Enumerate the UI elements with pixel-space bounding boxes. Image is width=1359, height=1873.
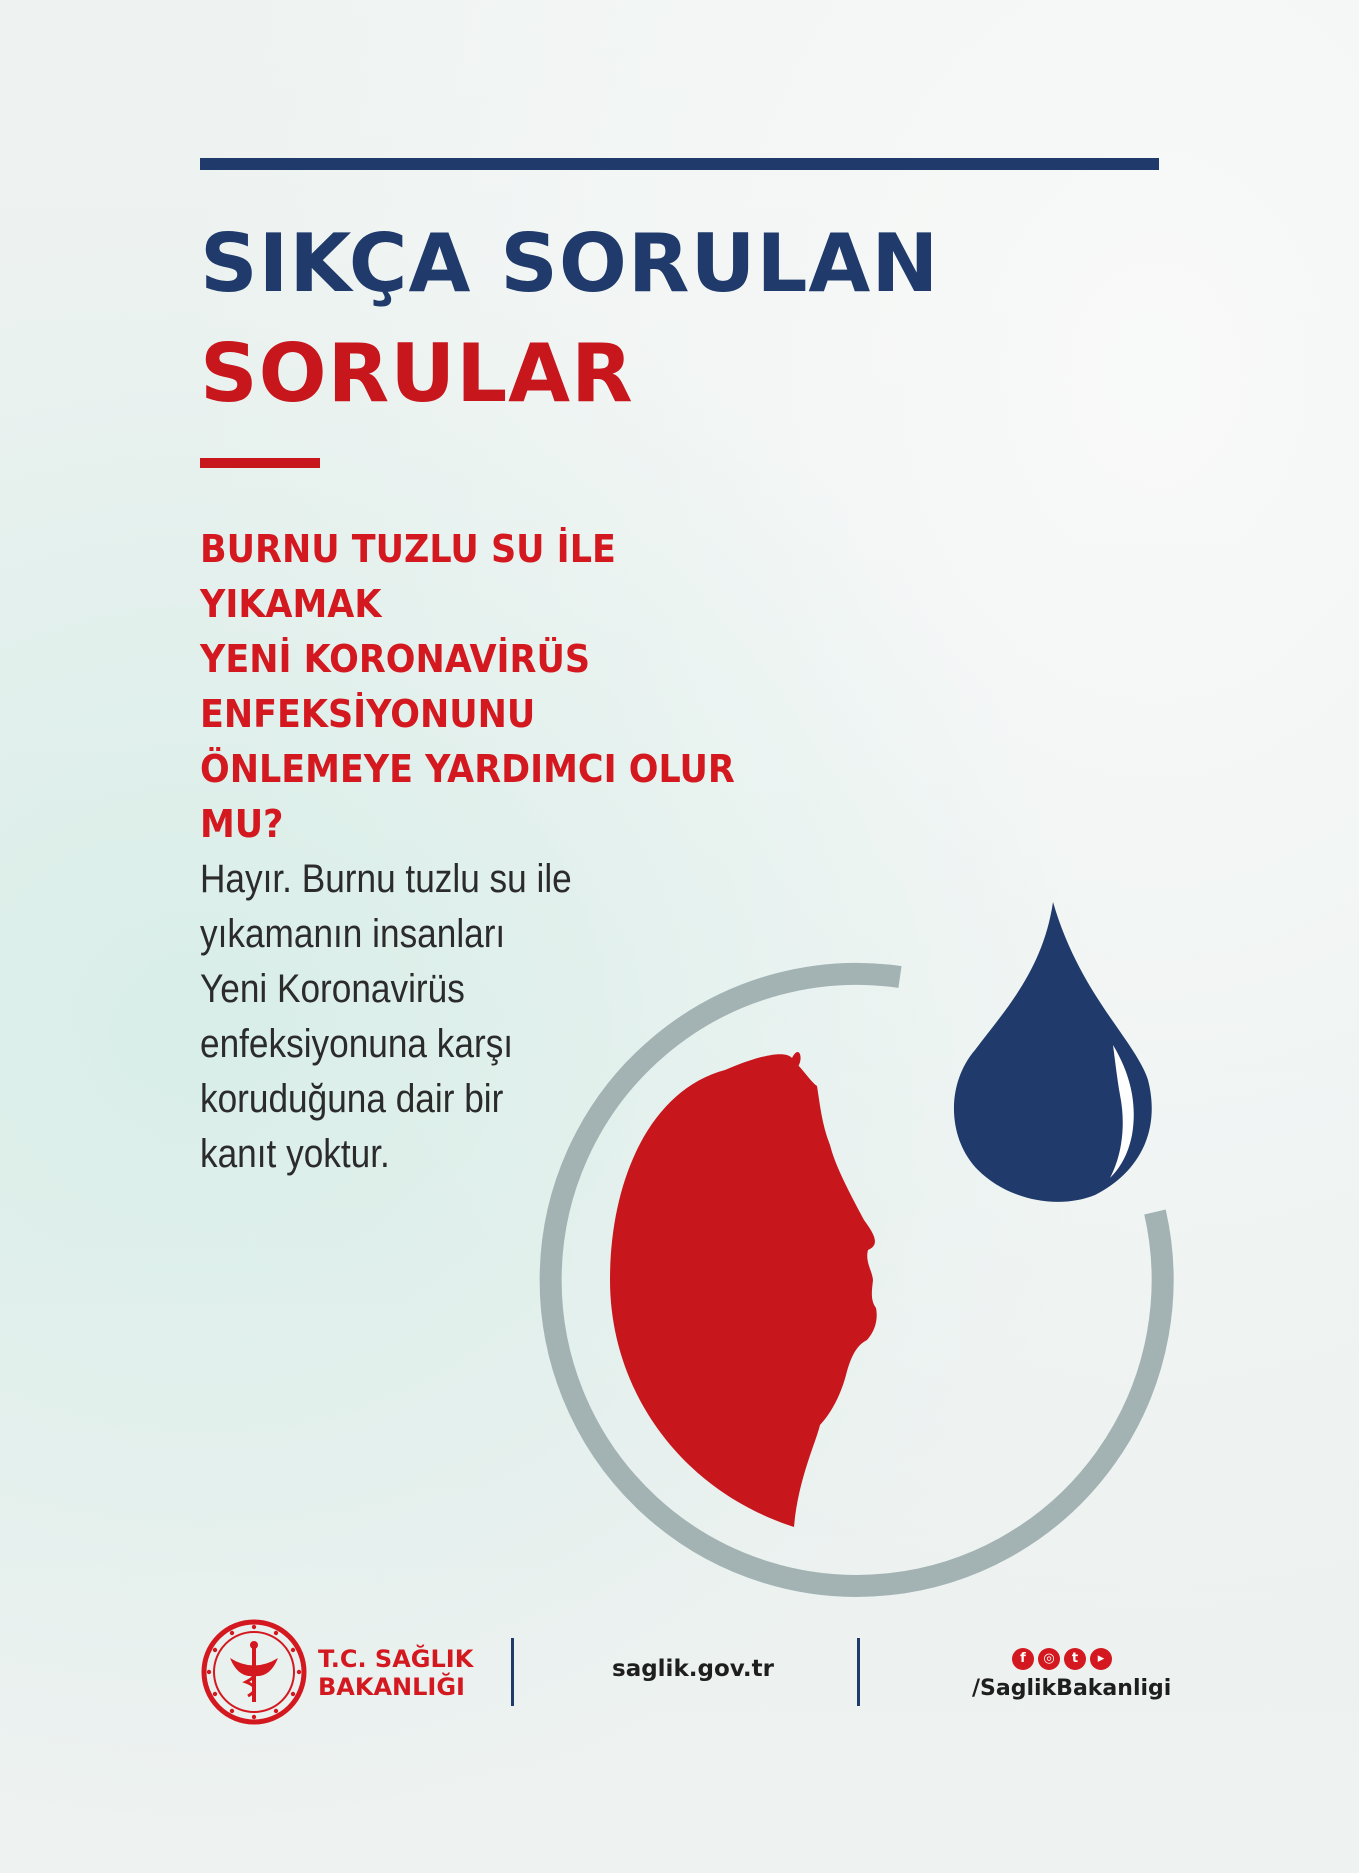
page-title-accent: SORULAR (200, 327, 634, 420)
page-title: SIKÇA SORULAN (200, 217, 940, 310)
website-link[interactable]: saglik.gov.tr (612, 1656, 774, 1682)
head-silhouette-icon (610, 1052, 877, 1527)
question-line: MU? (200, 802, 284, 846)
question-line: ENFEKSİYONUNU (200, 692, 536, 736)
ministry-name-line1: T.C. SAĞLIK (318, 1645, 474, 1673)
answer-line: yıkamanın insanları (200, 912, 506, 956)
answer-line: kanıt yoktur. (200, 1132, 390, 1176)
ministry-emblem-icon (200, 1618, 308, 1726)
head-with-water-drop-icon (530, 890, 1180, 1610)
question-line: YENİ KORONAVİRÜS (200, 637, 591, 681)
answer-line: enfeksiyonuna karşı (200, 1022, 514, 1066)
social-icons (1012, 1648, 1112, 1670)
answer-line: koruduğuna dair bir (200, 1077, 504, 1121)
ministry-name-line2: BAKANLIĞI (318, 1673, 465, 1701)
twitter-icon[interactable]: t (1064, 1648, 1086, 1670)
faq-question (200, 522, 820, 852)
question-line: BURNU TUZLU SU İLE (200, 527, 616, 571)
question-line: ÖNLEMEYE YARDIMCI OLUR (200, 747, 735, 791)
instagram-icon[interactable]: ◎ (1038, 1648, 1060, 1670)
ministry-name (318, 1645, 473, 1701)
answer-line: Yeni Koronavirüs (200, 967, 465, 1011)
footer-divider (857, 1638, 860, 1706)
question-line: YIKAMAK (200, 582, 382, 626)
facebook-icon[interactable]: f (1012, 1648, 1034, 1670)
social-handle[interactable]: /SaglikBakanligi (972, 1676, 1172, 1701)
title-underline (200, 458, 320, 468)
youtube-icon[interactable]: ▸ (1090, 1648, 1112, 1670)
top-divider (200, 158, 1159, 170)
footer-divider (511, 1638, 514, 1706)
answer-line: Hayır. Burnu tuzlu su ile (200, 857, 572, 901)
